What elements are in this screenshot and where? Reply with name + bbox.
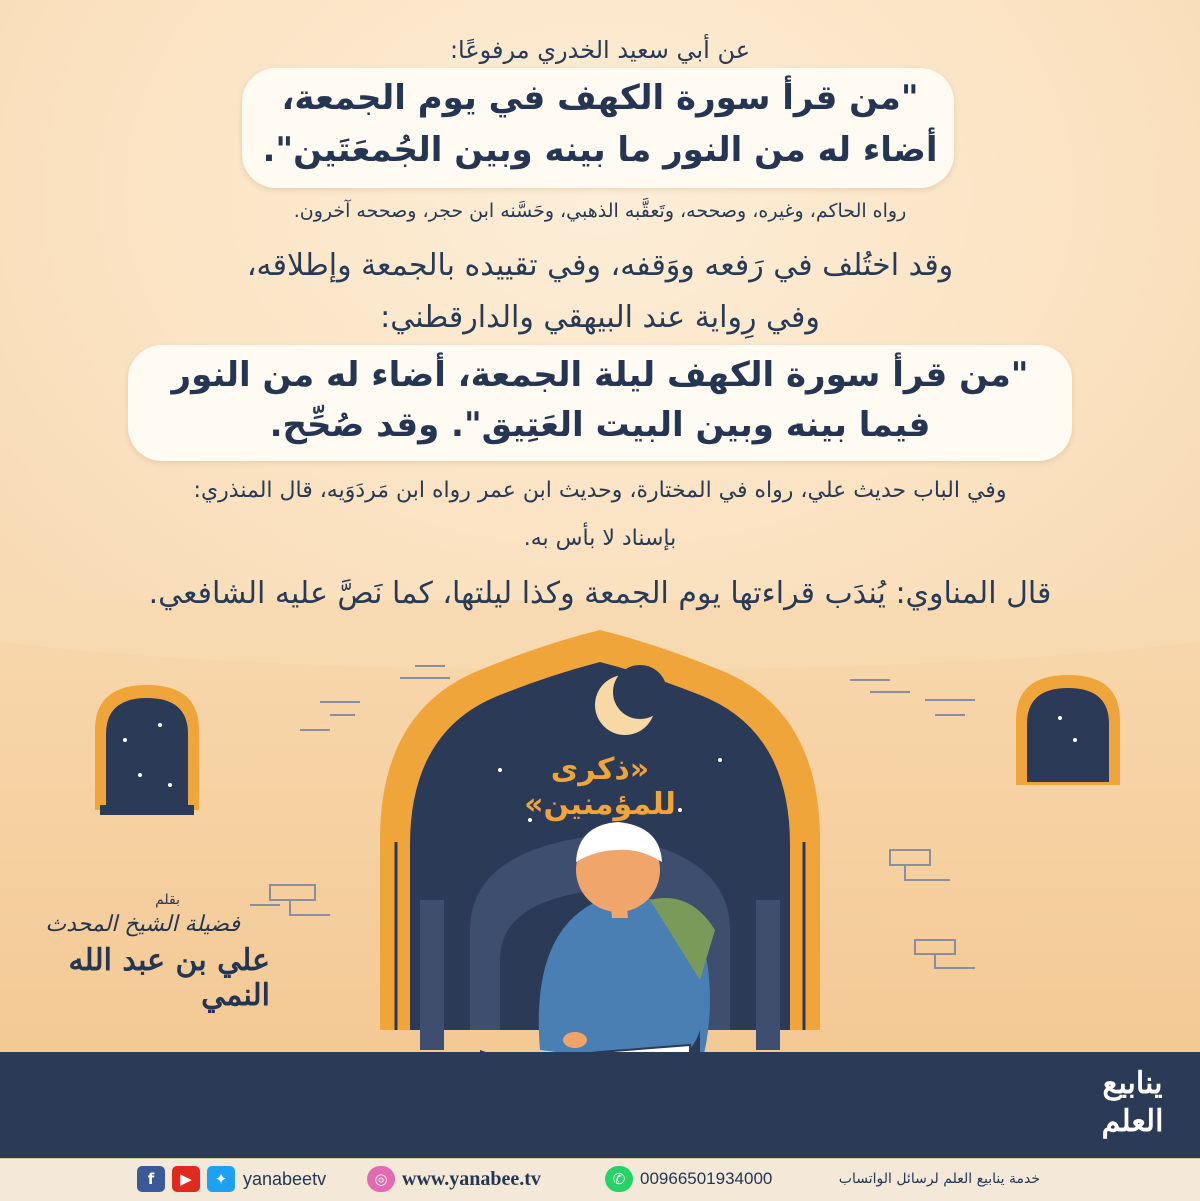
social-handle[interactable]: yanabeetv xyxy=(243,1169,327,1189)
twitter-icon[interactable]: ✦ xyxy=(207,1166,235,1192)
left-window xyxy=(95,685,199,815)
takhrij-line: رواه الحاكم، وغيره، وصححه، وتَعقَّبه الذهبي، وحَسَّنه ابن حجر، وصححه آخرون. xyxy=(293,200,907,222)
arch-label: «ذكرى للمؤمنين» xyxy=(524,752,676,822)
bab-line: وفي الباب حديث علي، رواه في المختارة، وحديث ابن عمر رواه ابن مَردَوَيه، قال المنذري: xyxy=(193,478,1007,503)
website-link[interactable]: www.yanabee.tv xyxy=(402,1168,541,1190)
yanabee-logo: ينابيع العلم xyxy=(1101,1066,1164,1139)
youtube-icon[interactable]: ▶ xyxy=(172,1166,200,1192)
ikhtilaf-line1: وقد اختُلف في رَفعه ووَقفه، وفي تقييده بالجمعة وإطلاقه، xyxy=(246,248,954,283)
hadith2-line1: "من قرأ سورة الكهف ليلة الجمعة، أضاء له من النور xyxy=(171,355,1029,395)
right-window xyxy=(1016,675,1120,785)
facebook-icon[interactable]: f xyxy=(137,1166,165,1192)
ikhtilaf-line2: وفي رِواية عند البيهقي والدارقطني: xyxy=(380,300,820,335)
hadith1-line1: "من قرأ سورة الكهف في يوم الجمعة، xyxy=(281,78,919,118)
whatsapp-icon[interactable]: ✆ xyxy=(605,1166,633,1192)
isnad-line: بإسناد لا بأس به. xyxy=(523,526,677,551)
service-text: خدمة ينابيع العلم لرسائل الواتساب xyxy=(838,1171,1040,1187)
author-by: بقلم xyxy=(155,892,180,908)
whatsapp-number[interactable]: 00966501934000 xyxy=(640,1169,773,1188)
author-signature xyxy=(20,892,270,1013)
dribbble-icon[interactable]: ◎ xyxy=(367,1166,395,1192)
narrator-line: عن أبي سعيد الخدري مرفوعًا: xyxy=(449,36,751,64)
floor-band xyxy=(0,1052,1200,1162)
munawi-line: قال المناوي: يُندَب قراءتها يوم الجمعة وكذا ليلتها، كما نَصَّ عليه الشافعي. xyxy=(148,576,1052,611)
hadith1-line2: أضاء له من النور ما بينه وبين الجُمعَتَين". xyxy=(262,130,938,170)
author-title: فضيلة الشيخ المحدث xyxy=(45,912,240,937)
hadith2-line2: فيما بينه وبين البيت العَتِيق". وقد صُحِّح. xyxy=(269,405,931,445)
author-name: علي بن عبد الله النمي xyxy=(68,943,270,1013)
